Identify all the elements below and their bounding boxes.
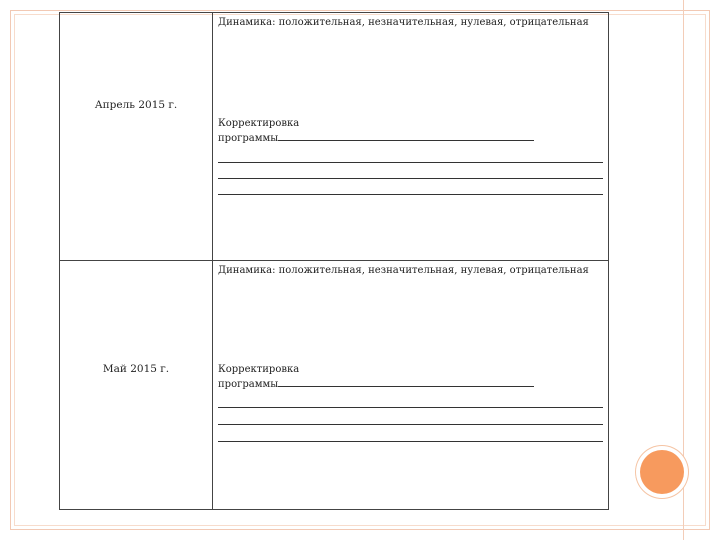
month-cell — [60, 261, 213, 510]
correction-program-label: программы — [218, 379, 279, 390]
month-label: Апрель 2015 г. — [94, 99, 178, 111]
correction-program-line — [218, 130, 534, 145]
fill-in-line — [278, 130, 534, 141]
correction-program-label: программы — [218, 133, 279, 144]
month-cell — [60, 13, 213, 261]
correction-block — [218, 363, 534, 391]
fill-in-line — [218, 178, 603, 179]
fill-in-line — [218, 162, 603, 163]
month-label: Май 2015 г. — [102, 363, 170, 375]
content-cell — [213, 261, 609, 510]
correction-block — [218, 117, 534, 145]
fill-in-line — [218, 407, 603, 408]
correction-program-line — [218, 376, 534, 391]
correction-label: Корректировка — [218, 364, 300, 375]
table-row — [60, 261, 609, 510]
fill-in-line — [218, 194, 603, 195]
content-cell — [213, 13, 609, 261]
monitoring-table — [59, 12, 609, 510]
decorative-circle — [640, 450, 684, 494]
table-row — [60, 13, 609, 261]
decorative-vertical-line — [683, 0, 684, 540]
fill-in-line — [278, 376, 534, 387]
fill-in-line — [218, 441, 603, 442]
dynamics-text: Динамика: положительная, незначительная, нулевая, отрицательная — [218, 17, 589, 28]
correction-label: Корректировка — [218, 118, 300, 129]
dynamics-text: Динамика: положительная, незначительная, нулевая, отрицательная — [218, 265, 589, 276]
fill-in-line — [218, 424, 603, 425]
